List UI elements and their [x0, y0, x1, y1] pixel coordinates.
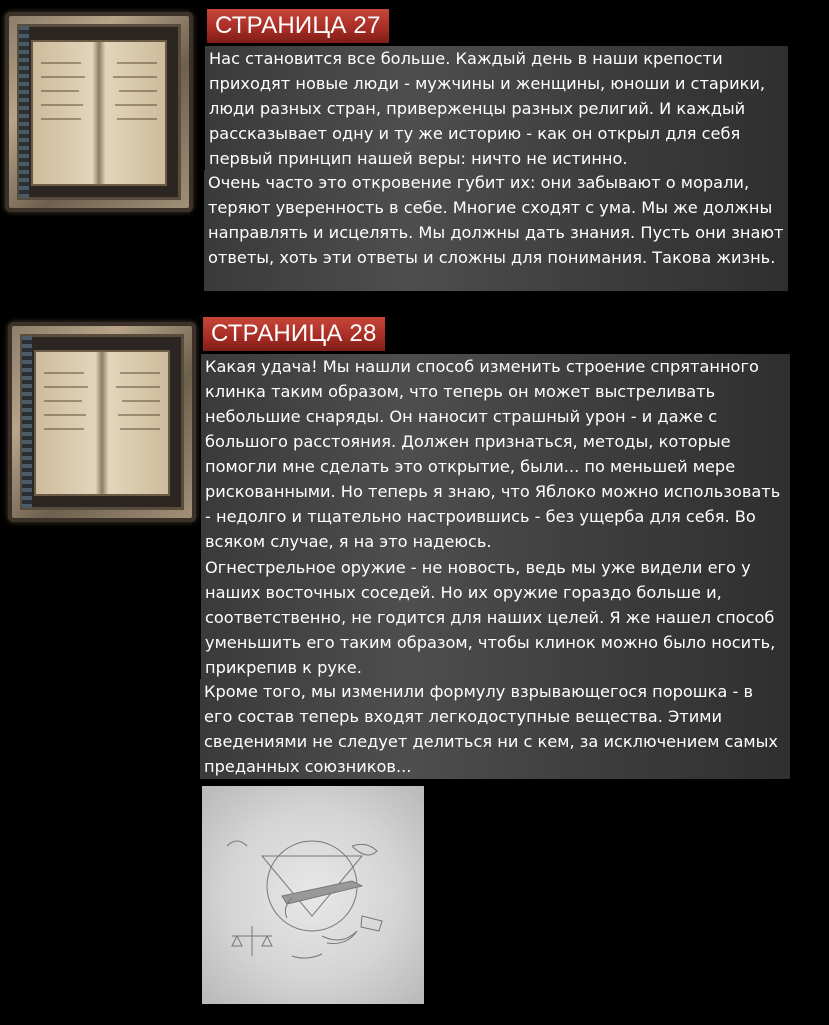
open-book-icon: [31, 40, 167, 186]
page-28-paragraph-3: Кроме того, мы изменили формулу взрывающегося порошка - в его состав теперь входят легкодоступные вещества. Этими сведениями не следует делиться ни с кем, за исключением самых преданных союзников...: [200, 679, 790, 779]
page-27-paragraph-1: Нас становится все больше. Каждый день в наши крепости приходят новые люди - мужчины и женщины, юноши и старики, люди разных стран, приверженцы разных религий. И каждый рассказывает одну и ту же историю - как он открыл для себя первый принцип нашей веры: ничто не истинно.: [205, 46, 788, 170]
page-28-paragraph-1: Какая удача! Мы нашли способ изменить строение спрятанного клинка таким образом, что теперь он может выстреливать небольшие снаряды. Он наносит страшный урон - и даже с большого расстояния. Должен признаться, методы, которые помогли мне сделать это открытие, были... по меньшей мере рискованными. Но теперь я знаю, что Яблоко можно использовать - недолго и тщательно настроившись - без ущерба для себя. Во всяком случае, я на это надеюсь.: [201, 354, 790, 555]
page-28-paragraph-2: Огнестрельное оружие - не новость, ведь мы уже видели его у наших восточных соседей. Но их оружие гораздо больше и, соответственно, не годится для наших целей. Я же нашел способ уменьшить его таким образом, чтобы клинок можно было носить, прикрепив к руке.: [201, 555, 790, 679]
page-27-paragraph-2: Очень часто это откровение губит их: они забывают о морали, теряют уверенность в себе. Многие сходят с ума. Мы же должны направлять и исцелять. Мы должны дать знания. Пусть они знают ответы, хоть эти ответы и сложны для понимания. Такова жизнь.: [204, 170, 788, 291]
blade-sketch-drawing: [202, 786, 424, 1004]
page-27-header: СТРАНИЦА 27: [207, 9, 389, 43]
page-28-header: СТРАНИЦА 28: [203, 317, 385, 351]
hidden-blade-sketch-image[interactable]: [202, 786, 424, 1004]
codex-border-pattern: [22, 336, 32, 508]
open-book-icon: [34, 350, 170, 496]
codex-book-icon[interactable]: [8, 322, 196, 522]
codex-border-pattern: [19, 26, 29, 198]
codex-book-icon[interactable]: [5, 12, 193, 212]
